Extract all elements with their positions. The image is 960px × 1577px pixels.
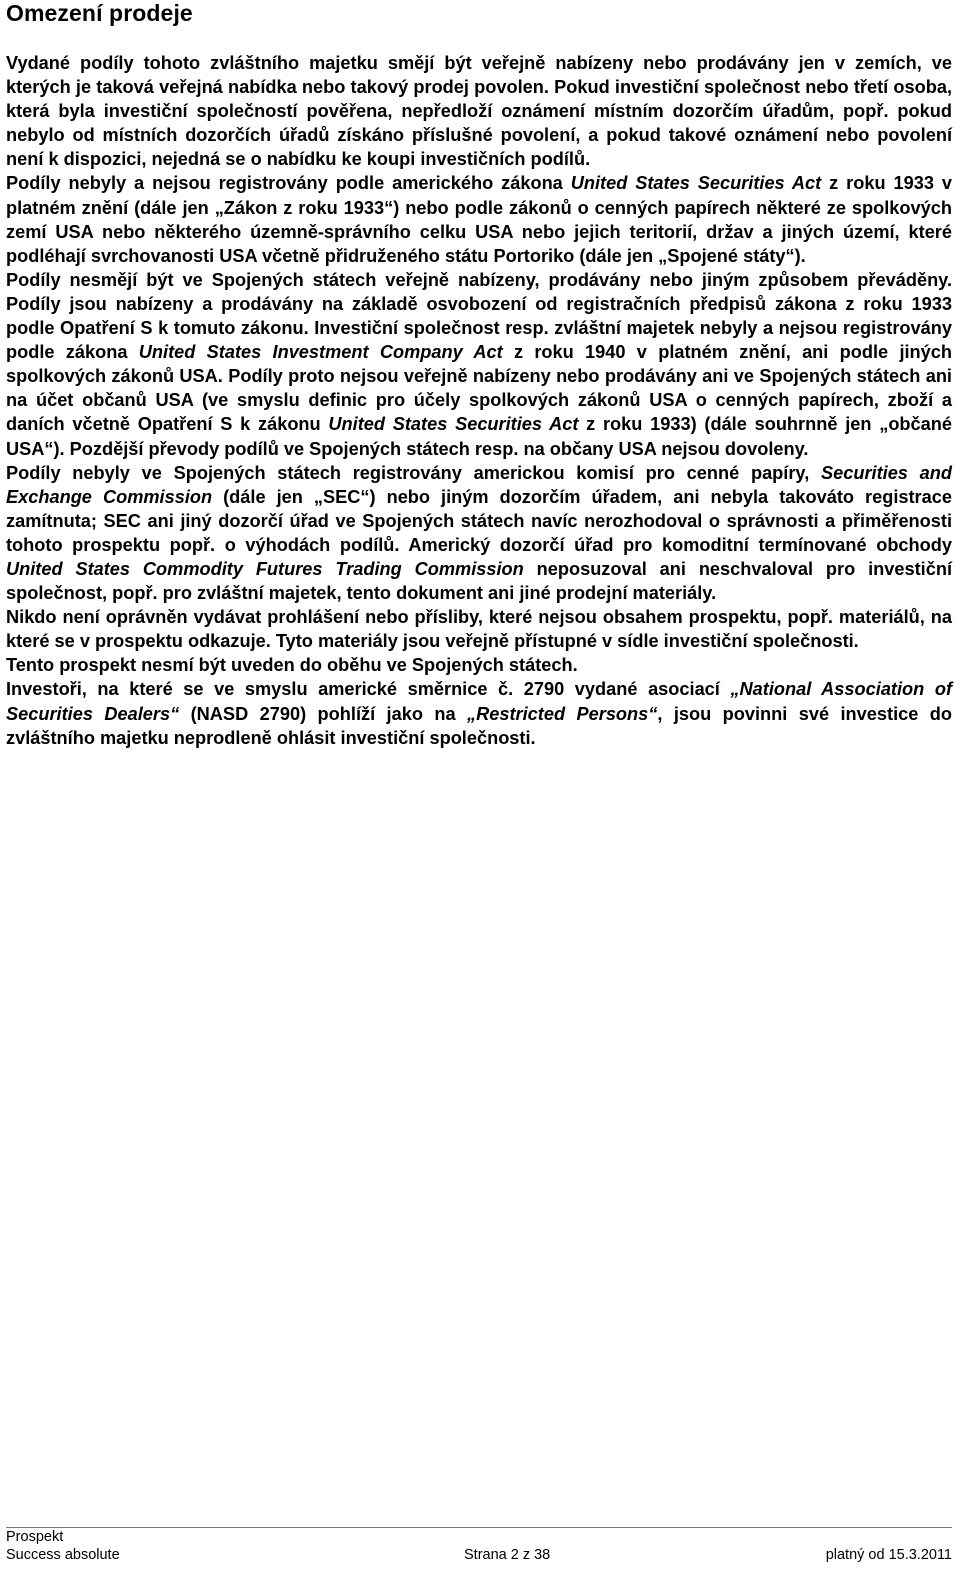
paragraph-no-circulation — [6, 653, 952, 677]
footer-page-number: Strana 2 z 38 — [464, 1547, 551, 1563]
paragraph-no-authorization — [6, 605, 952, 653]
page-footer — [6, 1529, 952, 1569]
text-run: z roku 1933) (dále souhrnně jen „občané USA“). Pozdější převody podílů ve Spojených státech resp. na občany USA nejsou dovoleny. — [6, 414, 952, 459]
text-run: (dále jen „SEC“) nebo jiným dozorčím úřadem, ani nebyla takováto registrace zamítnuta; SEC ani jiný dozorčí úřad ve Spojených státech navíc nerozhodoval o správnosti a přiměřenosti tohoto prospektu popř. o výhodách podílů. Americký dozorčí úřad pro komoditní termínované obchody — [6, 486, 952, 555]
italic-term: United States Securities Act — [328, 414, 579, 435]
text-run: z roku 1940 v platném znění, ani podle jiných spolkových zákonů USA. Podíly proto nejsou veřejně nabízeny nebo prodávány ani ve Spojených státech ani na účet občanů USA (ve smyslu definic pro účely spolkových zákonů USA o cenných papírech, zboží a daních včetně Opatření S k zákonu — [6, 342, 952, 435]
text-run: Nikdo není oprávněn vydávat prohlášení nebo přísliby, které nejsou obsahem prospektu, popř. materiálů, na které se v prospektu odkazuje. Tyto materiály jsou veřejně přístupné v sídle investiční společnosti. — [6, 607, 952, 652]
footer-document-name: Prospekt — [6, 1529, 64, 1545]
text-run: Podíly nebyly a nejsou registrovány podle amerického zákona — [6, 173, 571, 194]
footer-company: Success absolute — [6, 1547, 120, 1563]
text-run: Podíly nebyly ve Spojených státech registrovány americkou komisí pro cenné papíry, — [6, 462, 821, 483]
text-run: Vydané podíly tohoto zvláštního majetku smějí být veřejně nabízeny nebo prodávány jen v zemích, ve kterých je taková veřejná nabídka nebo takový prodej povolen. Pokud investiční společnost nebo třetí osoba, která byla investiční společností pověřena, nepředloží oznámení místním dozorčím úřadům, popř. pokud nebylo od místních dozorčích úřadů získáno příslušné povolení, a pokud takové oznámení nebo povolení není k dispozici, nejedná se o nabídku ke koupi investičních podílů. — [6, 53, 952, 170]
italic-term: „National Association of Securities Dealers“ — [6, 679, 953, 724]
footer-divider — [6, 1527, 952, 1528]
paragraph-securities-act — [6, 171, 952, 267]
italic-term: United States Investment Company Act — [138, 342, 503, 363]
paragraph-sale-restriction — [6, 51, 952, 171]
text-run: , jsou povinni své investice do zvláštního majetku neprodleně ohlásit investiční společnosti. — [6, 703, 952, 748]
italic-term: „Restricted Persons“ — [467, 703, 658, 724]
text-run: Tento prospekt nesmí být uveden do oběhu ve Spojených státech. — [6, 655, 578, 676]
text-run: Podíly nesmějí být ve Spojených státech veřejně nabízeny, prodávány nebo jiným způsobem převáděny. Podíly jsou nabízeny a prodávány na základě osvobození od registračních předpisů zákona z roku 1933 podle Opatření S k tomuto zákonu. Investiční společnost resp. zvláštní majetek nebyly a nejsou registrovány podle zákona — [6, 269, 952, 363]
italic-term: United States Commodity Futures Trading Commission — [6, 558, 524, 579]
text-run: neposuzoval ani neschvaloval pro investiční společnost, popř. pro zvláštní majetek, tento dokument ani jiné prodejní materiály. — [6, 558, 952, 604]
paragraph-restricted-persons — [6, 677, 952, 749]
paragraph-sec-registration — [6, 461, 952, 606]
text-run: z roku 1933 v platném znění (dále jen „Zákon z roku 1933“) nebo podle zákonů o cenných papírech některé ze spolkových zemí USA nebo některého územně-správního celku USA nebo jejich teritorií, držav a jiných území, které podléhají svrchovanosti USA včetně přidruženého státu Portoriko (dále jen „Spojené státy“). — [6, 173, 953, 266]
paragraph-us-transfer-ban — [6, 268, 952, 461]
italic-term: United States Securities Act — [570, 173, 822, 194]
text-run: (NASD 2790) pohlíží jako na — [179, 703, 468, 724]
footer-valid-from: platný od 15.3.2011 — [825, 1547, 952, 1563]
text-run: Investoři, na které se ve smyslu americké směrnice č. 2790 vydané asociací — [6, 679, 731, 700]
page-title: Omezení prodeje — [6, 0, 193, 26]
body-text — [6, 51, 952, 750]
italic-term: Securities and Exchange Commission — [6, 462, 952, 507]
